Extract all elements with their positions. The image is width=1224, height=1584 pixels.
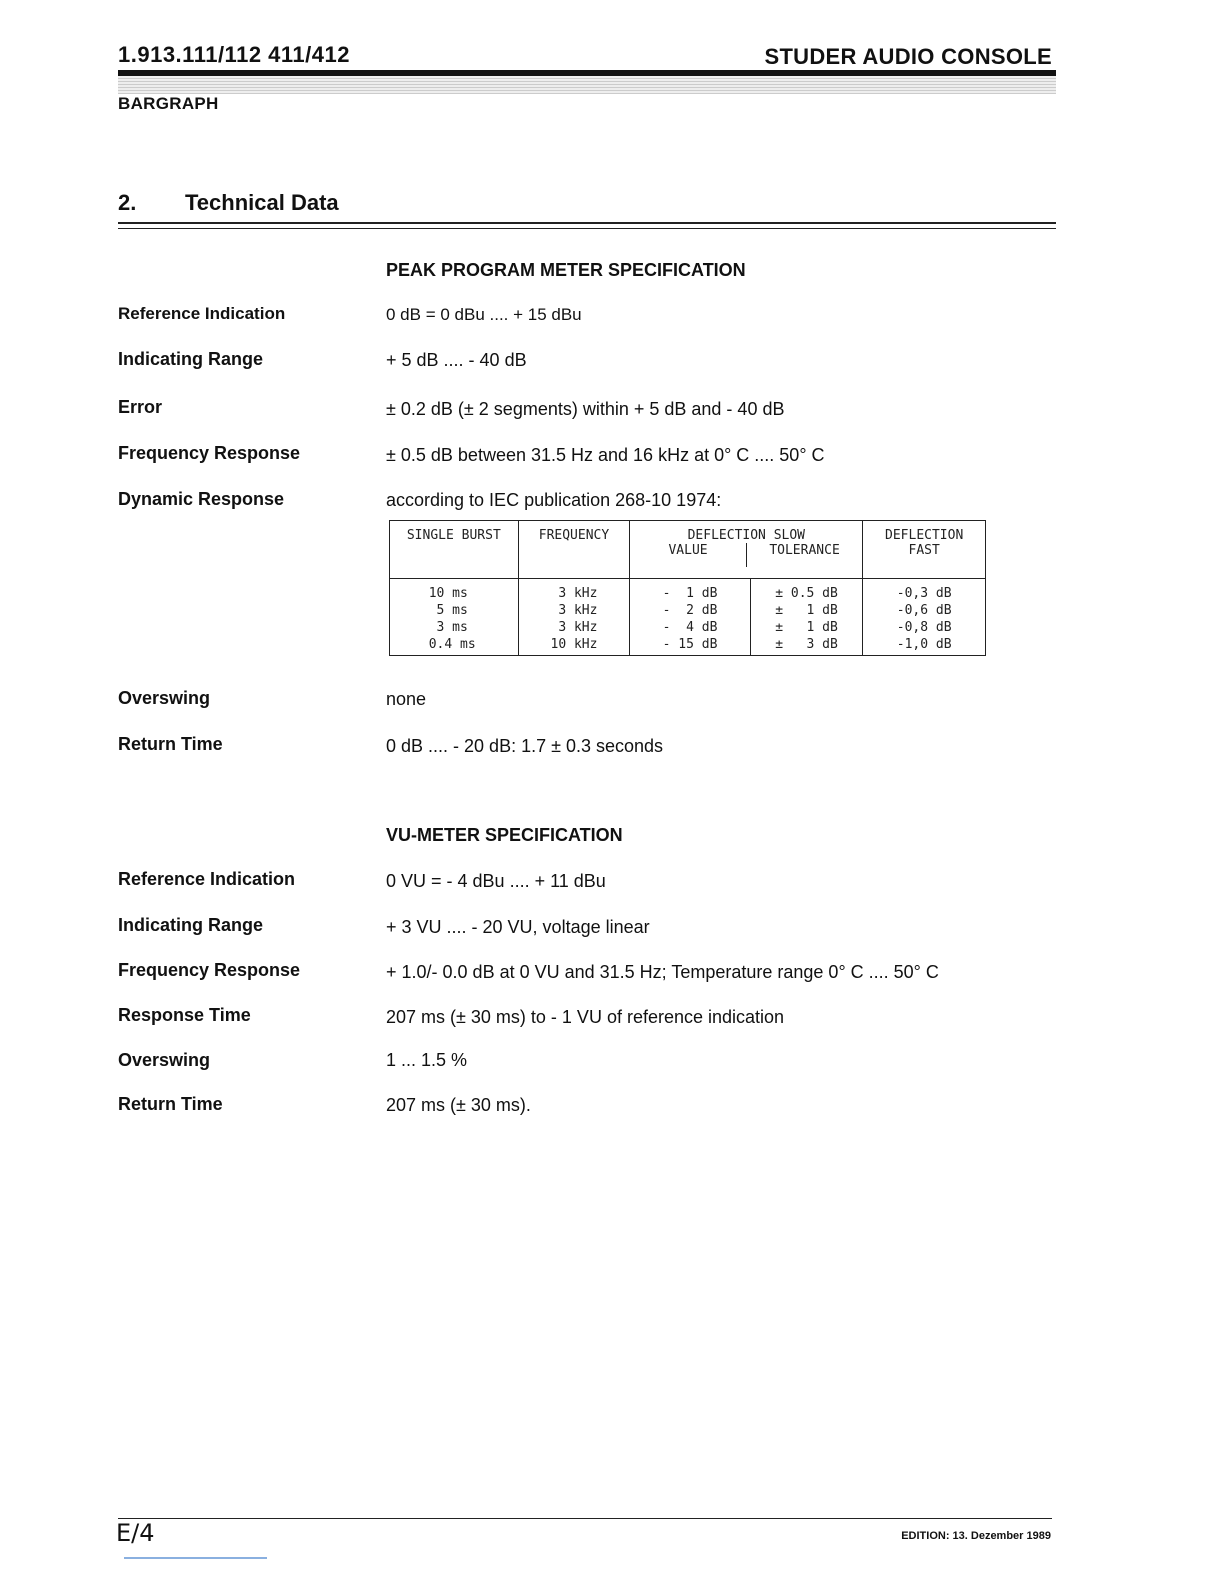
cell-value-values: - 1 dB - 2 dB - 4 dB - 15 dB (662, 586, 718, 652)
vu-value-overswing: 1 ... 1.5 % (386, 1050, 468, 1070)
th-deflection-fast (863, 521, 986, 579)
th-single-burst (390, 521, 519, 579)
page-number: E/4 (116, 1519, 155, 1547)
ppm-value-overswing: none (386, 689, 427, 709)
header-screen-band (118, 76, 1056, 94)
vu-label-range: Indicating Range (118, 915, 264, 935)
cell-burst (390, 579, 519, 656)
section-rule-top (118, 222, 1056, 224)
section-rule-bottom (118, 228, 1056, 229)
ppm-label-range: Indicating Range (118, 349, 264, 369)
vu-label-return: Return Time (118, 1094, 223, 1114)
cell-tolerance (750, 579, 863, 656)
edition-date: EDITION: 13. Dezember 1989 (901, 1530, 1051, 1542)
ppm-label-return: Return Time (118, 734, 223, 754)
ppm-value-dynamic: according to IEC publication 268-10 1974: (386, 490, 722, 510)
cell-fast (863, 579, 986, 656)
th-deflection-slow (630, 521, 863, 579)
vu-value-response: 207 ms (± 30 ms) to - 1 VU of reference indication (386, 1007, 785, 1027)
product-title: STUDER AUDIO CONSOLE (764, 44, 1052, 69)
ppm-label-overswing: Overswing (118, 688, 211, 708)
cell-fast-values: -0,3 dB -0,6 dB -0,8 dB -1,0 dB (896, 586, 952, 652)
ppm-value-reference: 0 dB = 0 dBu .... + 15 dBu (386, 305, 582, 324)
th-single-burst-text: SINGLE BURST (406, 528, 501, 543)
vu-label-reference: Reference Indication (118, 869, 296, 889)
vu-spec-title: VU-METER SPECIFICATION (386, 825, 623, 845)
document-number: 1.913.111/112 411/412 (118, 42, 350, 67)
th-slow-subheaders (630, 543, 862, 567)
cell-value (630, 579, 750, 656)
th-frequency-text: FREQUENCY (538, 528, 610, 543)
cell-frequency-values: 3 kHz 3 kHz 3 kHz 10 kHz (550, 586, 598, 652)
section-number: 2. (118, 190, 137, 215)
section-title: Technical Data (185, 190, 339, 215)
vu-label-overswing: Overswing (118, 1050, 211, 1070)
vu-value-range: + 3 VU .... - 20 VU, voltage linear (386, 917, 650, 937)
vu-value-return: 207 ms (± 30 ms). (386, 1095, 531, 1115)
ppm-value-range: + 5 dB .... - 40 dB (386, 350, 527, 370)
vu-value-reference: 0 VU = - 4 dBu .... + 11 dBu (386, 871, 606, 891)
ppm-label-dynamic: Dynamic Response (118, 489, 285, 509)
th-fast-text: FAST (908, 543, 940, 558)
ppm-label-error: Error (118, 397, 163, 417)
ppm-spec-title: PEAK PROGRAM METER SPECIFICATION (386, 260, 746, 280)
ppm-label-frequency: Frequency Response (118, 443, 301, 463)
vu-value-frequency: + 1.0/- 0.0 dB at 0 VU and 31.5 Hz; Temperature range 0° C .... 50° C (386, 962, 939, 982)
ppm-value-return: 0 dB .... - 20 dB: 1.7 ± 0.3 seconds (386, 736, 664, 756)
th-frequency (518, 521, 630, 579)
ppm-value-error: ± 0.2 dB (± 2 segments) within + 5 dB and - 40 dB (386, 399, 785, 419)
th-value: VALUE (668, 543, 708, 558)
vu-label-response: Response Time (118, 1005, 251, 1025)
dynamic-response-table (389, 520, 986, 656)
th-deflection-slow-text: DEFLECTION SLOW (687, 528, 806, 543)
document-subtitle: BARGRAPH (118, 94, 219, 113)
cell-burst-values: 10 ms 5 ms 3 ms 0.4 ms (428, 586, 476, 652)
cell-frequency (518, 579, 630, 656)
th-deflection-fast-text: DEFLECTION (885, 528, 964, 543)
vu-label-frequency: Frequency Response (118, 960, 301, 980)
footer-underline (124, 1557, 267, 1559)
footer-rule (118, 1518, 1052, 1519)
ppm-label-reference: Reference Indication (118, 304, 286, 323)
ppm-value-frequency: ± 0.5 dB between 31.5 Hz and 16 kHz at 0° C .... 50° C (386, 445, 825, 465)
th-tolerance: TOLERANCE (746, 543, 863, 567)
cell-tolerance-values: ± 0.5 dB ± 1 dB ± 1 dB ± 3 dB (775, 586, 838, 652)
